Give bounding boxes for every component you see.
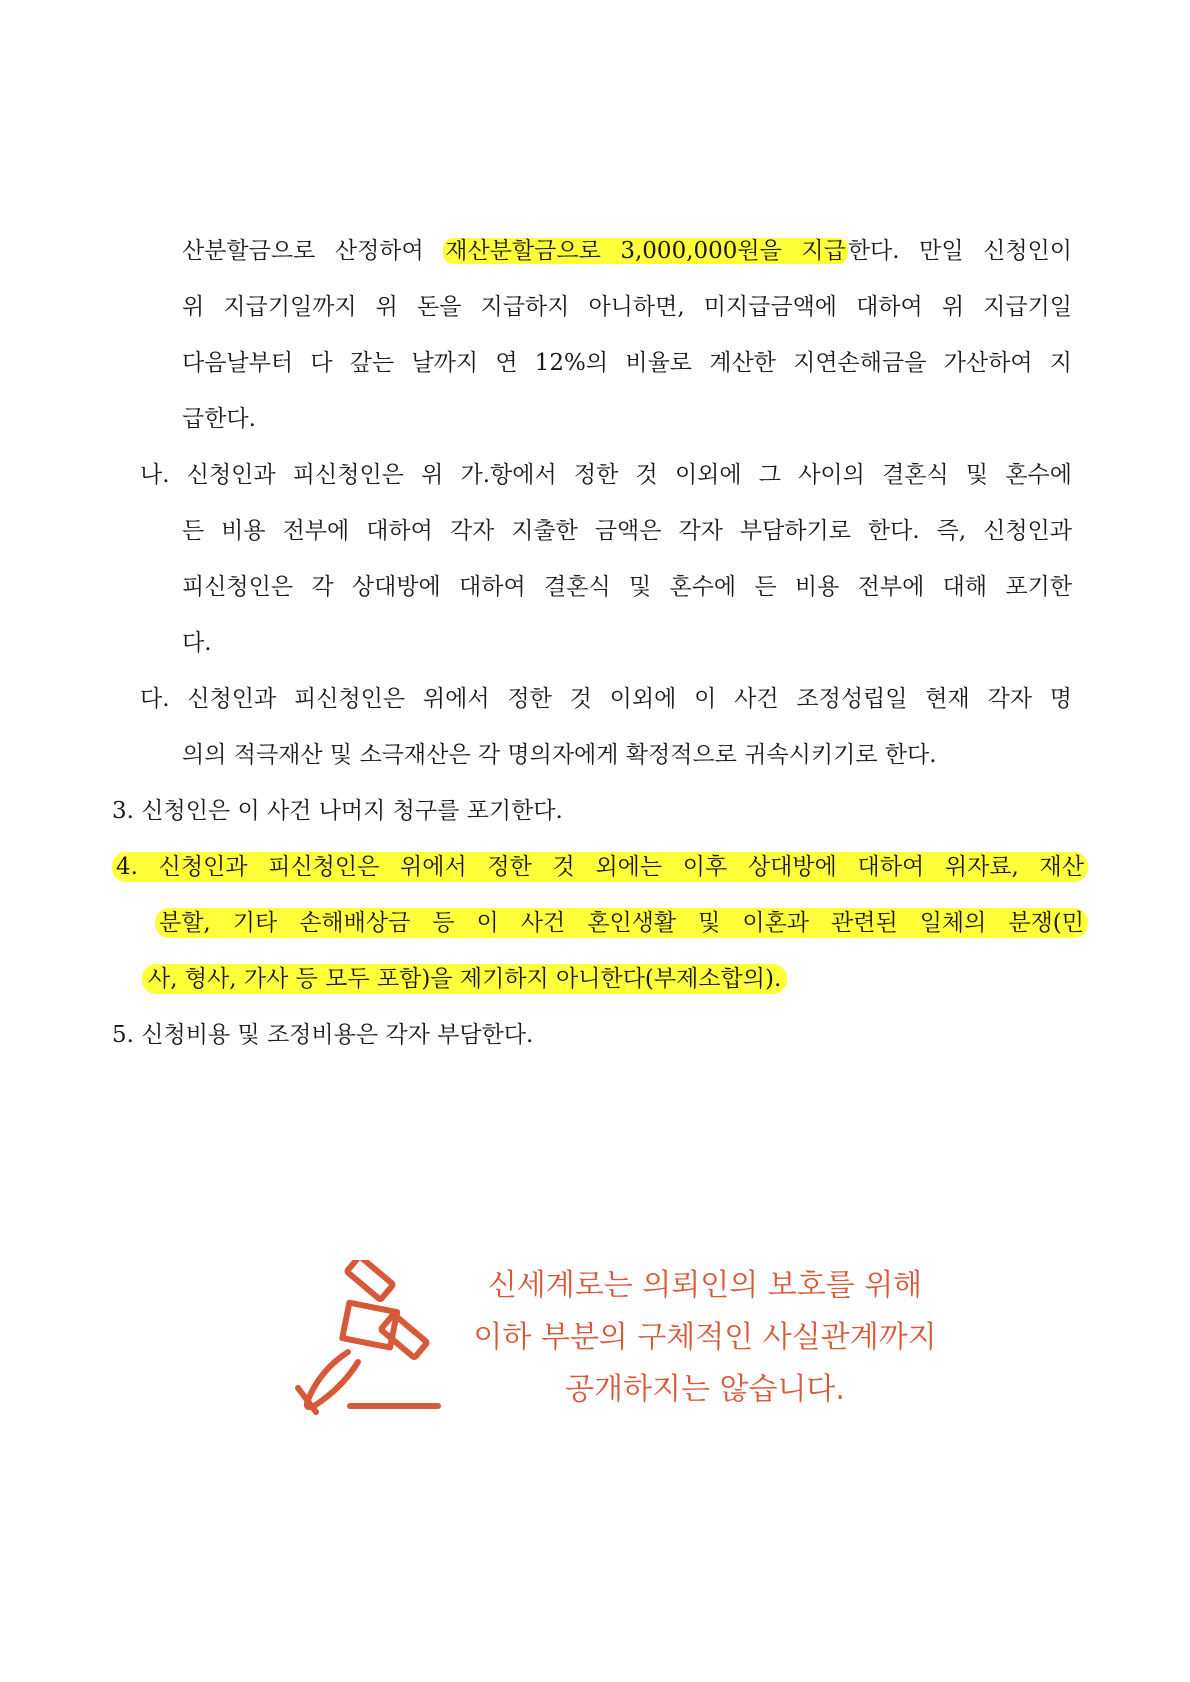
subitem-na-line: 든 비용 전부에 대하여 각자 지출한 금액은 각자 부담하기로 한다. 즉, 신청인과 xyxy=(182,518,1072,544)
item-4-highlighted-line: 사, 형사, 가사 등 모두 포함)을 제기하지 아니한다(부제소합의). xyxy=(142,964,787,994)
notice-text xyxy=(460,1260,950,1416)
text-segment: 산분할금으로 산정하여 xyxy=(182,238,444,264)
paragraph-line: 다음날부터 다 갚는 날까지 연 12%의 비율로 계산한 지연손해금을 가산하여 지 xyxy=(182,350,1072,376)
highlighted-text: 재산분할금으로 3,000,000원을 지급 xyxy=(445,238,846,264)
notice-line: 이하 부분의 구체적인 사실관계까지 xyxy=(473,1320,937,1355)
paragraph-line: 위 지급기일까지 위 돈을 지급하지 아니하면, 미지급금액에 대하여 위 지급기일 xyxy=(182,294,1072,320)
item-3: 3. 신청인은 이 사건 나머지 청구를 포기한다. xyxy=(112,798,563,824)
subitem-da-line: 다. 신청인과 피신청인은 위에서 정한 것 이외에 이 사건 조정성립일 현재 각자 명 xyxy=(140,686,1072,712)
text-segment: 한다. 만일 신청인이 xyxy=(847,238,1072,264)
item-5: 5. 신청비용 및 조정비용은 각자 부담한다. xyxy=(112,1022,534,1048)
gavel-icon xyxy=(290,1260,460,1420)
subitem-na-line: 피신청인은 각 상대방에 대하여 결혼식 및 혼수에 든 비용 전부에 대해 포기한 xyxy=(182,574,1072,600)
privacy-notice xyxy=(290,1260,950,1430)
item-4-highlighted-line: 4. 신청인과 피신청인은 위에서 정한 것 외에는 이후 상대방에 대하여 위자료, 재산 xyxy=(112,852,1088,882)
notice-line: 신세계로는 의뢰인의 보호를 위해 xyxy=(487,1268,923,1303)
subitem-na-line: 다. xyxy=(182,630,212,656)
paragraph-line xyxy=(182,236,1072,266)
item-4-highlighted-line: 분할, 기타 손해배상금 등 이 사건 혼인생활 및 이혼과 관련된 일체의 분쟁(민 xyxy=(155,908,1088,938)
paragraph-line: 급한다. xyxy=(182,406,256,432)
subitem-na-line: 나. 신청인과 피신청인은 위 가.항에서 정한 것 이외에 그 사이의 결혼식 및 혼수에 xyxy=(140,462,1072,488)
subitem-da-line: 의의 적극재산 및 소극재산은 각 명의자에게 확정적으로 귀속시키기로 한다. xyxy=(182,742,937,768)
notice-line: 공개하지는 않습니다. xyxy=(565,1372,845,1407)
